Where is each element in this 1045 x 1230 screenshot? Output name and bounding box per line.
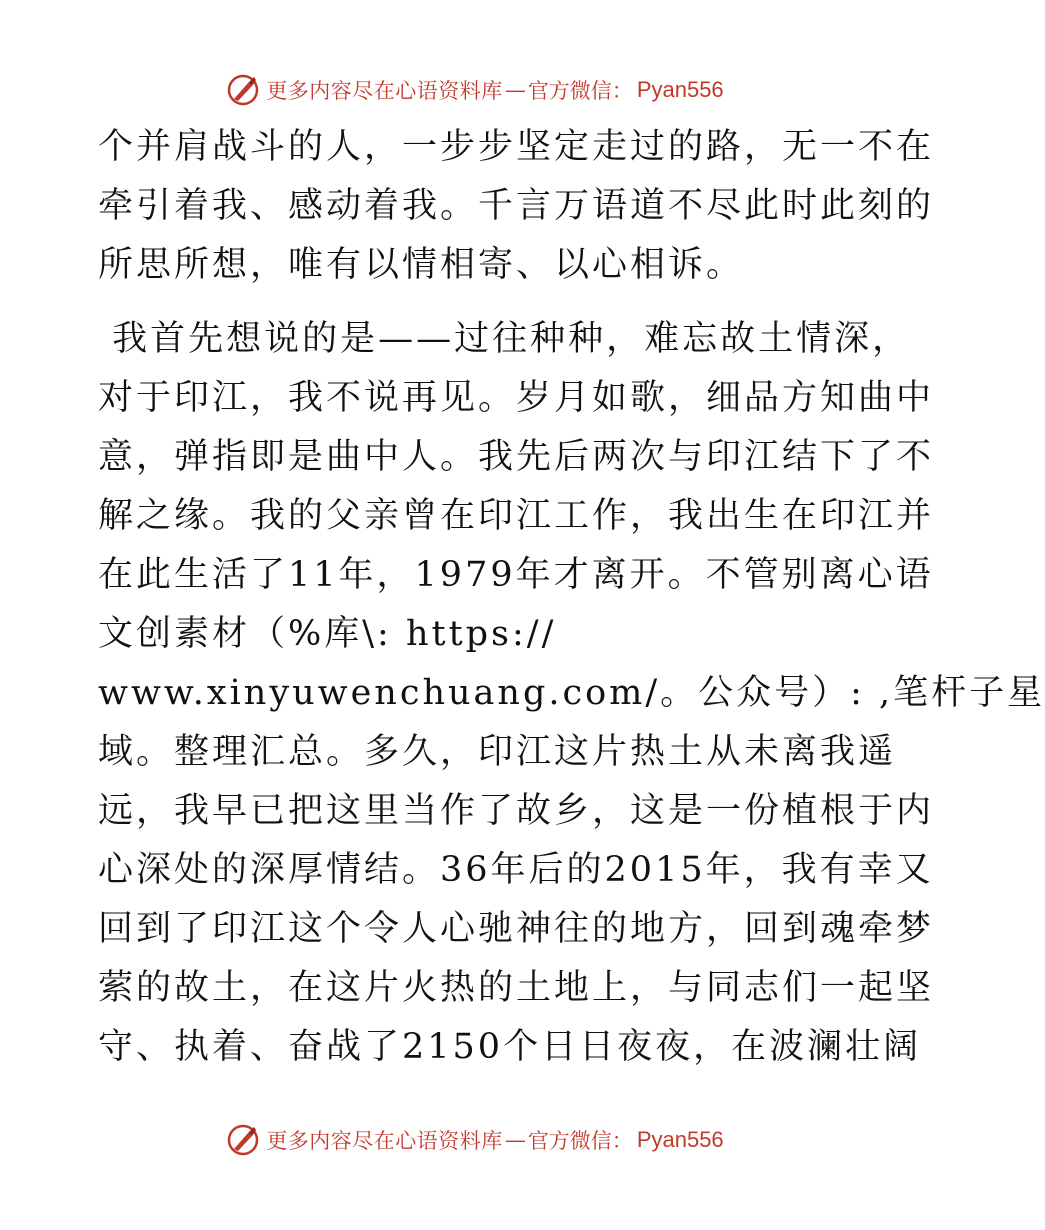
paragraph-2	[98, 310, 1045, 1077]
text-line: 守、执着、奋战了2150个日日夜夜，在波澜壮阔	[98, 1027, 922, 1067]
text-line: 域。整理汇总。多久，印江这片热土从未离我遥	[98, 732, 897, 772]
banner-text: 更多内容尽在心语资料库	[266, 1129, 503, 1153]
text-line: 文创素材（%库\: https://	[98, 614, 557, 654]
banner-text: 更多内容尽在心语资料库	[266, 79, 503, 103]
banner-wechat-label: 官方微信：	[527, 79, 633, 103]
footer-watermark-banner	[0, 1118, 950, 1162]
text-line: 萦的故土，在这片火热的土地上，与同志们一起坚	[98, 968, 935, 1008]
text-line: 解之缘。我的父亲曾在印江工作，我出生在印江并	[98, 496, 935, 536]
text-line: 对于印江，我不说再见。岁月如歌，细品方知曲中	[98, 378, 935, 418]
text-line: www.xinyuwenchuang.com/。公众号）: ,笔杆子星	[98, 673, 1045, 713]
banner-wechat-id: Pyan556	[636, 1127, 724, 1152]
pen-logo-icon	[226, 1123, 260, 1157]
text-line: 回到了印江这个令人心驰神往的地方，回到魂牵梦	[98, 909, 935, 949]
banner-wechat-id: Pyan556	[636, 77, 724, 102]
banner-wechat-label: 官方微信：	[527, 1129, 633, 1153]
text-line: 在此生活了11年，1979年才离开。不管别离心语	[98, 555, 934, 595]
text-line: 个并肩战斗的人，一步步坚定走过的路，无一不在	[98, 127, 935, 167]
text-line: 所思所想，唯有以情相寄、以心相诉。	[98, 245, 745, 285]
pen-logo-icon	[226, 73, 260, 107]
document-body	[98, 118, 1045, 1077]
banner-dash: —	[504, 78, 526, 102]
header-watermark-banner	[0, 68, 950, 112]
banner-dash: —	[504, 1128, 526, 1152]
text-line: 我首先想说的是——过往种种，难忘故土情深，	[98, 319, 911, 359]
text-line: 心深处的深厚情结。36年后的2015年，我有幸又	[98, 850, 934, 890]
text-line: 远，我早已把这里当作了故乡，这是一份植根于内	[98, 791, 935, 831]
paragraph-1	[98, 118, 935, 295]
text-line: 意，弹指即是曲中人。我先后两次与印江结下了不	[98, 437, 935, 477]
text-line: 牵引着我、感动着我。千言万语道不尽此时此刻的	[98, 186, 935, 226]
